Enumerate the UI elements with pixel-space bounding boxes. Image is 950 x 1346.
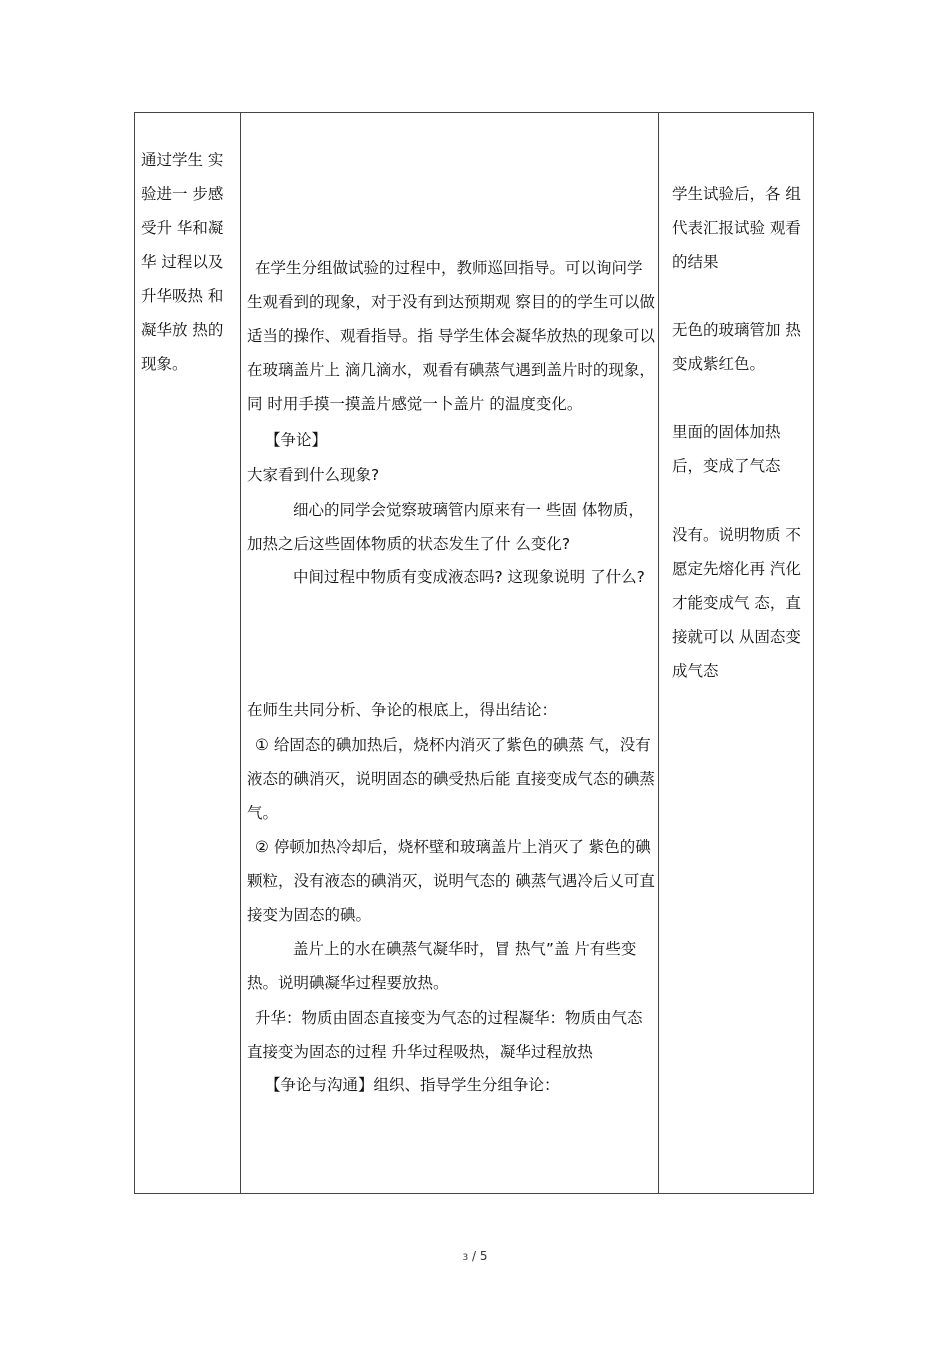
conclusion-1: ① 给固态的碘加热后，烧杯内消灭了紫色的碘蒸 气，没有液态的碘消灭，说明固态的碘受热后能 直接变成气态的碘蒸气。 [247,736,655,822]
page-separator: / [468,1249,480,1263]
guidance-paragraph: 在学生分组做试验的过程中，教师巡回指导。可以询问学生观看到的现象，对于没有到达预期观 察目的的学生可以做适当的操作、观看指导。指 导学生体会凝华放热的现象可以在玻璃盖片上 滴几滴水，观看有碘蒸气遇到盖片时的现象，同 时用手摸一摸盖片感觉一卜盖片 的温度变化。 [247,259,655,413]
conclusion-intro: 在师生共同分析、争论的根底上，得出结论： [247,701,558,719]
discussion-heading: 【争论】 [265,431,328,449]
page-total: 5 [479,1249,488,1263]
column-divider-1 [240,113,241,1193]
discussion-exchange-heading: 【争论与沟通】组织、指导学生分组争论： [265,1076,560,1094]
lesson-table [134,112,814,1194]
page-number [0,1249,950,1263]
objective-cell [141,143,237,381]
page-current: 3 [462,1253,469,1263]
column-divider-2 [658,113,659,1193]
student-answer-1: 学生试验后，各 组代表汇报试验 观看的结果 [672,185,801,271]
question-1: 大家看到什么现象? [247,466,380,484]
objective-text: 通过学生 实验进一 步感受升 华和凝华 过程以及 升华吸热 和凝华放 热的现象。 [141,151,224,373]
question-3: 中间过程中物质有变成液态吗? 这现象说明 了什么? [293,568,645,586]
definition-text: 升华：物质由固态直接变为气态的过程凝华：物质由气态直接变为固态的过程 升华过程吸热，凝华过程放热 [247,1009,643,1061]
conclusion-2: ② 停顿加热冷却后，烧杯壁和玻璃盖片上消灭了 紫色的碘颗粒，没有液态的碘消灭，说明气态的 碘蒸气遇冷后乂可直接变为固态的碘。 [247,838,655,924]
student-answer-4: 没有。说明物质 不愿定先熔化再 汽化才能变成气 态，直接就可以 从固态变成气态 [672,526,801,680]
question-2: 细心的同学会觉察玻璃管内原来有一 些固 体物质，加热之后这些固体物质的状态发生了什 么变化? [247,501,644,553]
student-answer-2: 无色的玻璃管加 热变成紫红色。 [672,321,801,373]
conclusion-3: 盖片上的水在碘蒸气凝华时，冒 热气”盖 片有些变热。说明碘凝华过程要放热。 [247,940,637,992]
student-answer-3: 里面的固体加热 后，变成了气态 [672,423,781,475]
